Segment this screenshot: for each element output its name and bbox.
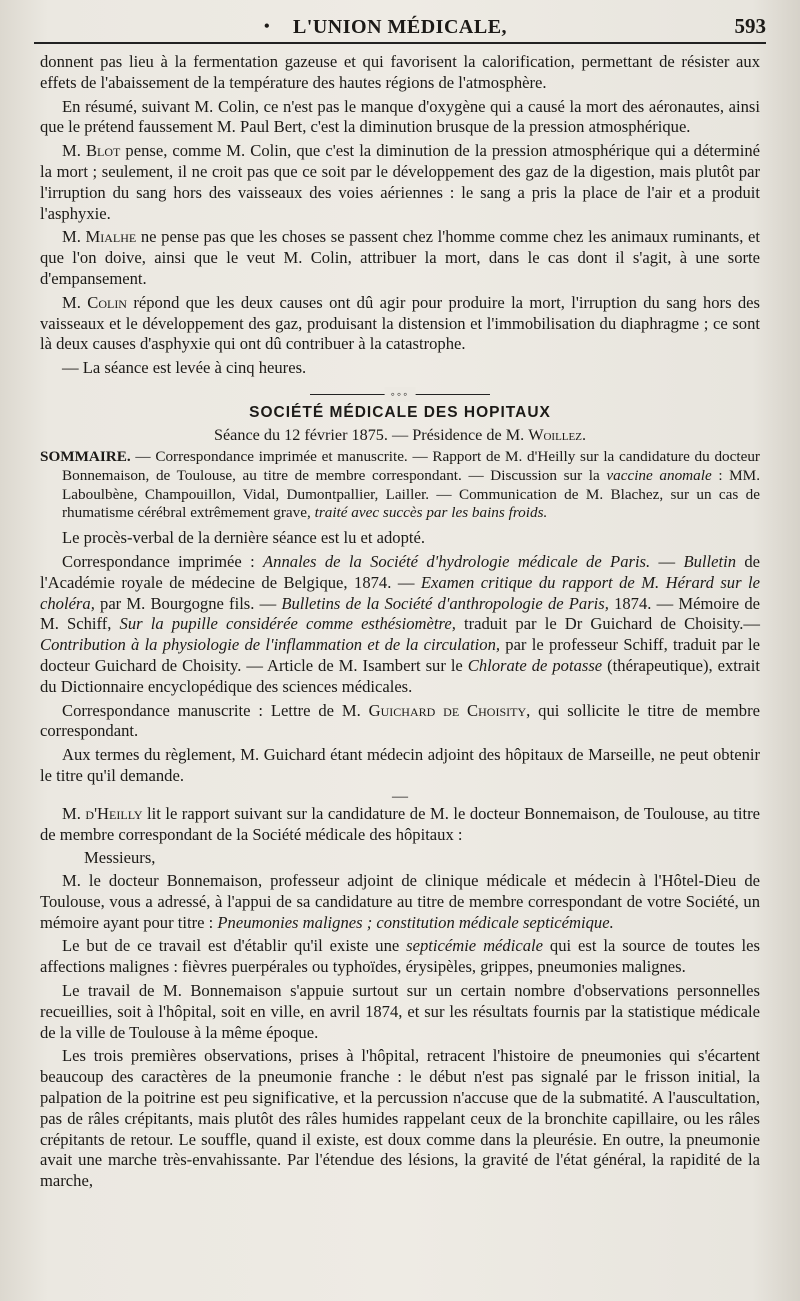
sommaire-italic: vaccine anomale <box>606 466 712 484</box>
text-run: qui est la source de toutes les affections malignes : fièvres puerpérales ou typhoïdes, érysipèles, grippes, pneumonies malignes. <box>40 936 760 977</box>
text-run: de l'Académie royale de médecine de Belgique, 1874. — <box>40 551 761 592</box>
section-divider <box>40 386 760 402</box>
speaker-name: M. Blot <box>62 141 121 161</box>
paragraph-text: pense, comme M. Colin, que c'est la diminution de la pression atmosphérique qui a déterminé la mort ; seulement, il ne croit pas que ce soit par le développement des gaz de la digestion, mais plutôt par l'irruption du sang hors des vaisseaux des voies aériennes : le sang a pris la place de l'air et a produit l'asphyxie. <box>40 141 760 223</box>
text-run: par le professeur Schiff, traduit par le docteur Guichard de Choisity. — Article de M. Isambert sur le <box>40 635 760 675</box>
paragraph-colin <box>40 293 760 355</box>
president-name: Woillez <box>528 425 582 444</box>
sommaire <box>40 448 760 523</box>
paragraph-mialhe <box>40 227 760 289</box>
speaker-name: M. Colin <box>62 292 127 312</box>
text-run-italic: Contribution à la physiologie de l'inflammation et de la circulation, <box>40 635 501 655</box>
section-title: SOCIÉTÉ MÉDICALE DES HOPITAUX <box>249 403 551 421</box>
text-run: (thérapeutique), extrait du Dictionnaire encyclopédique des sciences médicales. <box>40 655 760 696</box>
paragraph-resume: En résumé, suivant M. Colin, ce n'est pas le manque d'oxygène qui a causé la mort des aéronautes, ainsi que le prétend faussement M. Paul Bert, c'est la diminution brusque de la pression atmosphérique. <box>40 96 760 137</box>
seance-date: Séance du 12 février 1875. — Présidence de M. <box>213 425 529 444</box>
paragraph-text: ne pense pas que les choses se passent chez l'homme comme chez les animaux ruminants, et que l'on doive, ainsi que le veut M. Colin, attribuer la mort, dans le cas dont il s'agit, à une sorte d'empansement. <box>40 227 760 288</box>
header-dot: • <box>264 18 270 35</box>
paragraph-reglement: Aux termes du règlement, M. Guichard étant médecin adjoint des hôpitaux de Marseille, ne peut obtenir le titre qu'il demande. <box>40 745 760 785</box>
paragraph-fermentation: donnent pas lieu à la fermentation gazeuse et qui favorisent la calorification, permettant de résister aux effets de l'abaissement de la température des hautes régions de l'atmosphère. <box>40 52 760 92</box>
text-run-italic: Sur la pupille considérée comme esthésiomètre, <box>119 614 456 634</box>
paragraph-correspondance-manuscrite <box>40 701 760 743</box>
text-run: Correspondance manuscrite : Lettre de M. <box>62 700 369 720</box>
paragraph-trois-observations: Les trois premières observations, prises à l'hôpital, retracent l'histoire de pneumonies qui s'écartent beaucoup des caractères de la pneumonie franche : le début n'est pas signalé par le frisson initial, la palpation de la poitrine est peu significative, et la percussion n'accuse que de la submatité. A l'auscultation, pas de râles crépitants, mais plutôt des râles humides rappelant ceux de la bronchite capillaire, ou les râles crépitants de retour. Le souffle, quand il existe, est doux comme dans la pleurésie. En outre, la pneumonie avait une marche très-envahissante. Par l'étendue des lésions, la gravité de l'état général, la rapidité de la marche, <box>40 1046 760 1191</box>
sommaire-label: SOMMAIRE. <box>40 447 131 465</box>
paragraph-text: lit le rapport suivant sur la candidature de M. le docteur Bonnemaison, de Toulouse, au titre de membre correspondant de la Société médicale des hôpitaux : <box>40 803 760 844</box>
text-run: Le but de ce travail est d'établir qu'il existe une <box>62 936 407 956</box>
paragraph-text: répond que les deux causes ont dû agir pour produire la mort, l'irruption du sang hors des vaisseaux et le développement des gaz, produisant la distension et l'immobilisation du diaphragme ; ce sont là deux causes d'asphyxie qui ont dû contribuer à la catastrophe. <box>40 292 761 354</box>
seance-end: . <box>581 425 587 444</box>
text-run-italic: Bulletin <box>683 551 736 571</box>
paragraph-correspondance-imprimee <box>40 552 760 698</box>
text-run-italic: Chlorate de potasse <box>467 655 603 675</box>
text-run: M. le docteur Bonnemaison, professeur adjoint de clinique médicale et médecin à l'Hôtel-Dieu de Toulouse, vous a adressé, à l'appui de sa candidature au titre de membre correspondant de votre Société, un mémoire ayant pour titre : <box>40 871 760 932</box>
text-run: , qui sollicite le titre de membre correspondant. <box>40 700 760 741</box>
paragraph-bonnemaison <box>40 871 760 933</box>
sommaire-italic: traité avec succès par les bains froids. <box>314 504 548 522</box>
text-run-italic: Annales de la Société d'hydrologie médicale de Paris. <box>263 551 651 571</box>
page-number: 593 <box>734 14 766 38</box>
center-dash: — <box>392 787 408 805</box>
paragraph-seance-levee: — La séance est levée à cinq heures. <box>62 358 307 378</box>
seance-line <box>40 426 760 445</box>
text-run-italic: Pneumonies malignes ; constitution médicale septicémique. <box>217 912 614 932</box>
text-run: Correspondance imprimée : <box>62 551 264 571</box>
sommaire-text: : MM. Laboulbène, Champouillon, Vidal, Dumontpallier, Lailler. — Communication de M. Blachez, sur un cas de rhumatisme cérébral extrêmement grave, <box>62 466 760 522</box>
text-run-italic: Examen critique du rapport de M. Hérard sur le choléra, <box>40 572 760 613</box>
text-run: par M. Bourgogne fils. — <box>94 593 282 613</box>
text-run: traduit par le Dr Guichard de Choisity.— <box>455 614 760 634</box>
text-run: 1874. — Mémoire de M. Schiff, <box>40 593 760 634</box>
running-header <box>34 12 766 44</box>
paragraph-proces-verbal: Le procès-verbal de la dernière séance est lu et adopté. <box>62 528 426 548</box>
divider-ornament: ◦◦◦ <box>385 387 416 402</box>
paragraph-but <box>40 936 760 978</box>
paragraph-blot <box>40 141 760 224</box>
text-run-italic: Bulletins de la Société d'anthropologie de Paris, <box>281 593 609 613</box>
text-run-italic: septicémie médicale <box>406 936 543 956</box>
speaker-name: M. Mialhe <box>62 227 137 247</box>
text-run: — <box>650 551 684 571</box>
paragraph-heilly <box>40 804 760 846</box>
salutation: Messieurs, <box>84 848 156 868</box>
sommaire-text: — Correspondance imprimée et manuscrite. — Rapport de M. d'Heilly sur la candidature du docteur Bonnemaison, de Toulouse, au titre de membre correspondant. — Discussion sur la <box>62 447 760 484</box>
paragraph-travail: Le travail de M. Bonnemaison s'appuie surtout sur un certain nombre d'observations personnelles recueillies, soit à l'hôpital, soit en ville, en avril 1874, et sur les résultats fournis par la statistique médicale de la ville de Toulouse à la même époque. <box>40 981 760 1042</box>
speaker-name: M. d'Heilly <box>62 803 143 823</box>
person-name: Guichard de Choisity <box>368 700 527 720</box>
journal-title: L'UNION MÉDICALE, <box>292 16 508 38</box>
